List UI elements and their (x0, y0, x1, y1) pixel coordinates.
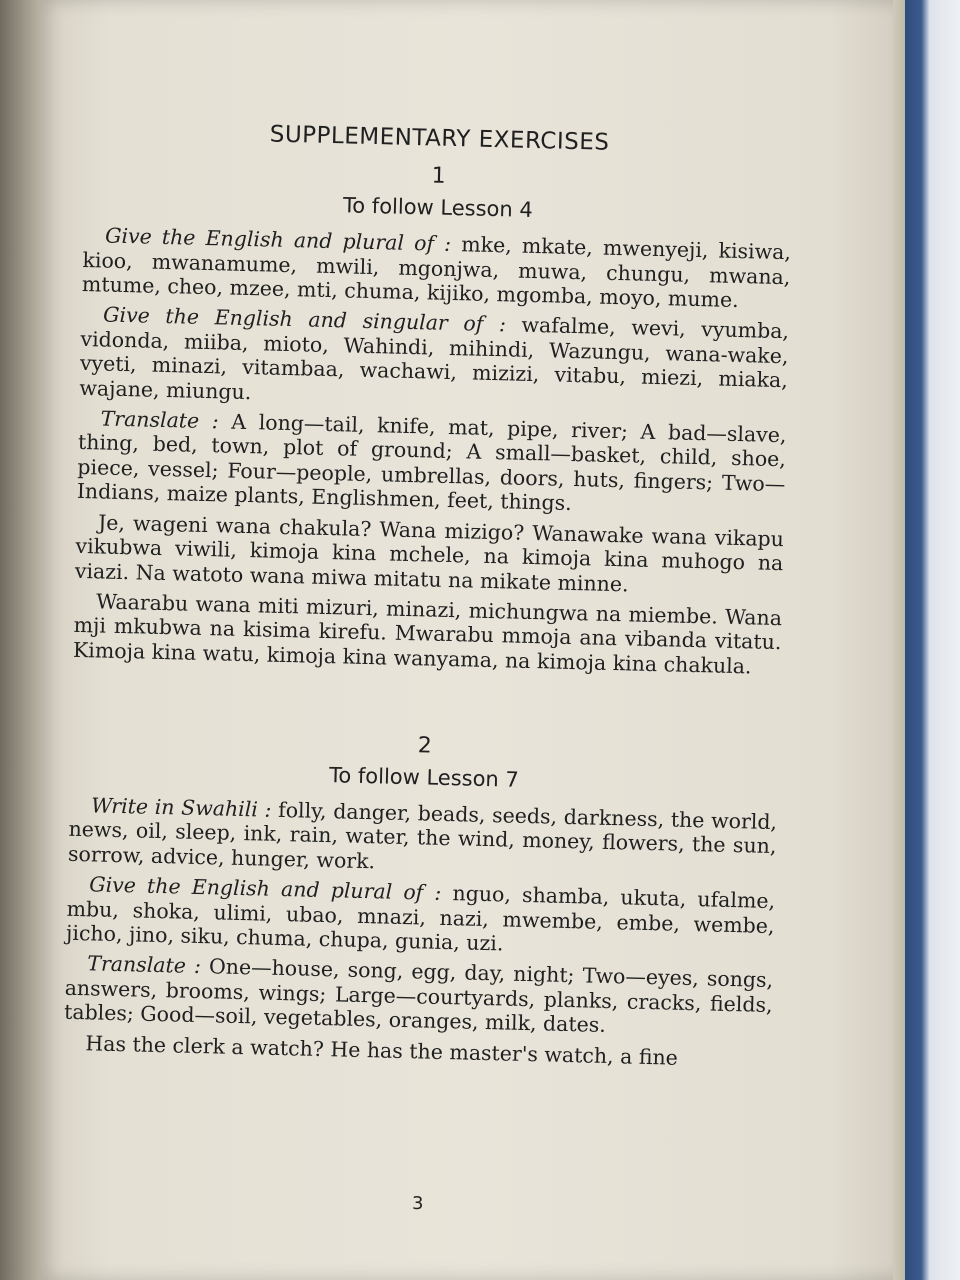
exercise-text: Je, wageni wana chakula? Wana mizigo? Wanawake wana vikapu vikubwa viwili, kimoja kina mchele, na kimoja kina muhogo na viazi. Na watoto wana miwa mitatu na mikate minne. (74, 510, 785, 596)
instruction-lead: Translate : (87, 951, 202, 979)
exercise-paragraph (73, 589, 783, 679)
instruction-lead: Give the English and singular of : (102, 302, 507, 337)
page-number: 3 (412, 1193, 424, 1214)
exercise-text: Has the clerk a watch? He has the master's watch, a fine (85, 1030, 679, 1070)
exercise-paragraph (79, 302, 789, 417)
instruction-lead: Give the English and plural of : (104, 223, 452, 257)
exercise-text: A long—tail, knife, mat, pipe, river; A bad—slave, thing, bed, town, plot of ground; A small—basket, child, shoe, piece, vessel; Four—people, umbrellas, doors, huts, fingers; Two—Indians, maize plants, Englishmen, feet, things. (76, 409, 787, 516)
section-number: 2 (417, 733, 433, 759)
exercise-paragraph (64, 951, 774, 1041)
exercise-paragraph (77, 406, 787, 521)
exercise-text: nguo, shamba, ukuta, ufalme, mbu, shoka, ulimi, ubao, mnazi, nazi, mwembe, embe, wembe, jicho, jino, siku, chuma, chupa, gunia, uzi. (65, 881, 776, 956)
exercise-text: One—house, song, egg, day, night; Two—eyes, songs, answers, brooms, wings; Large—courtyards, planks, cracks, fields, tables; Good—soil, vegetables, oranges, milk, dates. (63, 954, 774, 1038)
page-title: SUPPLEMENTARY EXERCISES (269, 121, 610, 156)
section-heading: To follow Lesson 7 (328, 762, 520, 792)
exercise-text: Waarabu wana miti mizuri, minazi, michungwa na miembe. Wana mji mkubwa na kisima kirefu. Mwarabu mmoja ana vibanda vitatu. Kimoja kina watu, kimoja kina wanyama, na kimoja kina chakula. (72, 589, 783, 679)
exercise-paragraph (75, 510, 785, 600)
section-number: 1 (431, 163, 446, 190)
instruction-lead: Give the English and plural of : (88, 872, 442, 906)
exercise-section-2 (63, 726, 779, 1072)
exercise-paragraph (66, 872, 776, 962)
exercise-text: wafalme, wevi, vyumba, vidonda, miiba, mioto, Wahindi, mihindi, Wazungu, wana-wake, vyeti, minazi, vitambaa, wachawi, mizizi, vitabu, miezi, miaka, wajane, miungu. (79, 312, 790, 404)
exercise-text: mke, mkate, mwenyeji, kisiwa, kioo, mwanamume, mwili, mgonjwa, muwa, chungu, mwana, mtume, cheo, mzee, mti, chuma, kijiko, mgomba, moyo, mume. (81, 232, 792, 313)
instruction-lead: Translate : (100, 406, 220, 434)
exercise-text: folly, danger, beads, seeds, darkness, the world, news, oil, sleep, ink, rain, water, the wind, money, flowers, the sun, sorrow, advice, hunger, work. (67, 797, 778, 874)
exercise-section-1 (73, 156, 793, 679)
section-heading: To follow Lesson 4 (342, 193, 534, 222)
exercise-paragraph (82, 223, 792, 313)
exercise-paragraph (68, 793, 778, 883)
instruction-lead: Write in Swahili : (90, 793, 272, 822)
book-cover (905, 0, 960, 1280)
page-text (63, 118, 794, 1078)
